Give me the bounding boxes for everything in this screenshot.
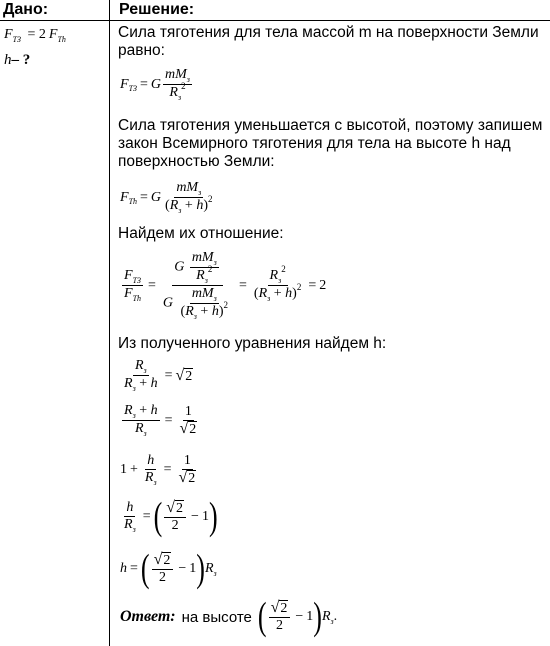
answer: Ответ: на высоте ( √ 2 2 − 1 ) R з . [120, 594, 338, 638]
solution-text-3: Найдем их отношение: [118, 225, 284, 242]
formula-surface-gravity: F ТЗ = G $mM_з$ $R_з^2$ [120, 67, 190, 102]
formula-ratio: $F_{ТЗ}$ $F_{Th}$ = G $mM_з$ $R_з^2$ G $mM_з$ $(R_з + h)^2$ = $R_з^2$ $(R_з + h)^2$ = 2 [124, 250, 327, 321]
formula-step-1: $R_з$ $R_з + h$ = √ 2 [124, 358, 193, 393]
formula-step-5: h = ( √ 2 2 − 1 ) R з [120, 546, 217, 590]
formula-step-3: 1 + h $R_з$ = 1 √ 2 [120, 453, 196, 487]
solution-header: Решение: [119, 1, 195, 18]
solution-text-4: Из полученного уравнения найдем h: [118, 335, 387, 352]
formula-step-2: $R_з + h$ $R_з$ = 1 √ 2 [124, 403, 197, 438]
answer-text: на высоте [181, 608, 252, 626]
solution-text-1: Сила тяготения для тела массой m на поверхности Земли равно: [118, 24, 539, 59]
given-header: Дано: [3, 1, 49, 18]
given-condition: $F_{ТЗ} = 2$ $F_{Th}$ [4, 27, 66, 44]
formula-height-gravity: F Th = G $mM_з$ $(R_з + h)^2$ [120, 180, 213, 215]
ratio-value: 2 [319, 277, 327, 293]
given-unknown: h– ? [4, 52, 31, 68]
column-divider [109, 0, 110, 646]
answer-label: Ответ: [120, 608, 176, 625]
formula-step-4: h $R_з$ = ( √ 2 2 − 1 ) [124, 494, 218, 538]
solution-text-2: Сила тяготения уменьшается с высотой, поэтому запишем закон Всемирного тяготения для тела на высоте h над поверхностью Земли: [118, 117, 543, 170]
header-divider [0, 20, 550, 21]
